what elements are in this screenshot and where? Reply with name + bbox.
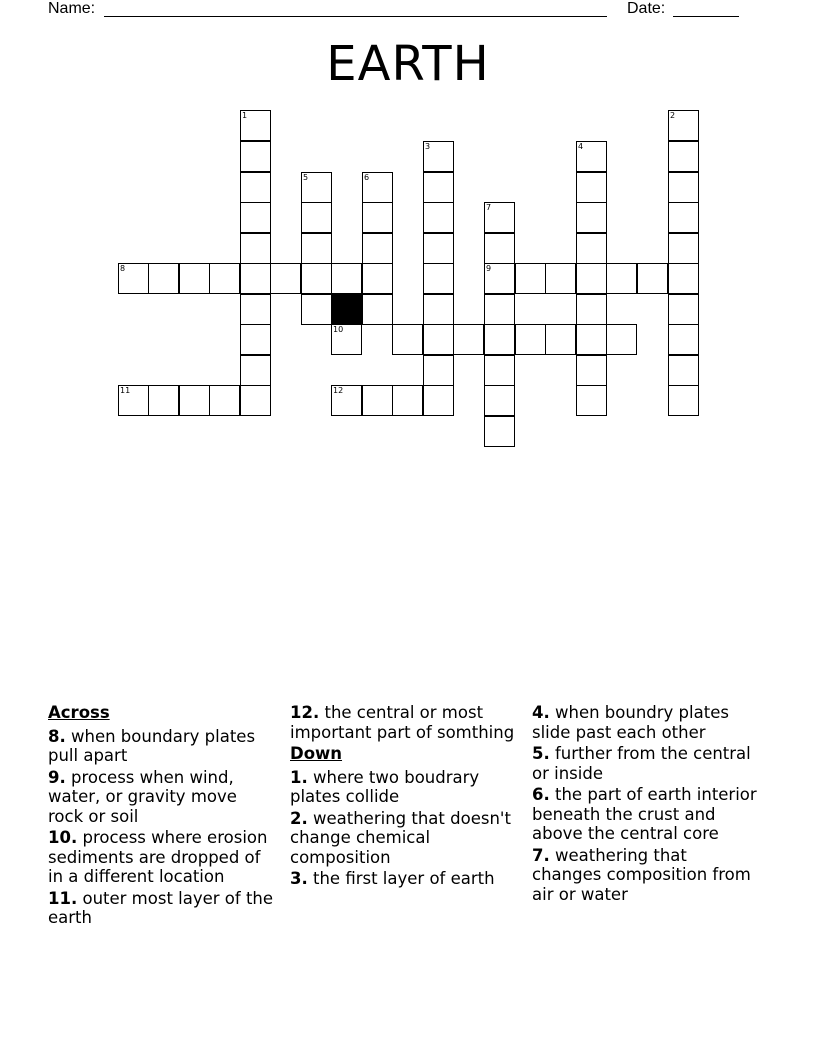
clue-number-label: 8 — [120, 264, 126, 273]
grid-cell[interactable] — [301, 233, 332, 264]
clue-number-label: 9 — [486, 264, 492, 273]
grid-cell[interactable] — [668, 294, 699, 325]
grid-cell[interactable] — [668, 385, 699, 416]
grid-cell[interactable] — [240, 294, 271, 325]
clue-down-3: 3. the first layer of earth — [290, 869, 495, 888]
grid-cell[interactable] — [209, 385, 240, 416]
grid-cell[interactable] — [484, 233, 515, 264]
grid-cell[interactable] — [453, 324, 484, 355]
clue-number-label: 4 — [578, 142, 584, 151]
across-heading: Across — [48, 703, 110, 722]
grid-cell[interactable] — [301, 263, 332, 294]
grid-cell[interactable] — [484, 416, 515, 447]
grid-cell[interactable] — [515, 263, 546, 294]
grid-cell[interactable] — [484, 294, 515, 325]
grid-cell[interactable] — [668, 263, 699, 294]
clue-number-label: 6 — [364, 173, 370, 182]
clue-down-5: 5. further from the central or inside — [532, 744, 751, 783]
grid-cell[interactable] — [179, 385, 210, 416]
grid-cell[interactable] — [423, 294, 454, 325]
grid-cell[interactable] — [606, 324, 637, 355]
grid-cell[interactable] — [362, 233, 393, 264]
grid-cell[interactable] — [240, 233, 271, 264]
grid-cell[interactable] — [423, 324, 454, 355]
grid-cell[interactable] — [270, 263, 301, 294]
grid-cell[interactable] — [576, 172, 607, 203]
clue-column-2 — [290, 703, 518, 891]
grid-cell[interactable] — [362, 294, 393, 325]
grid-cell[interactable] — [392, 324, 423, 355]
clue-number-label: 7 — [486, 203, 492, 212]
grid-cell[interactable] — [423, 355, 454, 386]
clue-down-6: 6. the part of earth interior beneath the crust and above the central core — [532, 785, 757, 843]
grid-cell[interactable] — [668, 233, 699, 264]
grid-cell[interactable] — [637, 263, 668, 294]
grid-cell[interactable] — [179, 263, 210, 294]
grid-cell[interactable] — [545, 324, 576, 355]
clue-column-1 — [48, 703, 276, 930]
down-heading: Down — [290, 744, 343, 763]
grid-cell[interactable] — [484, 355, 515, 386]
clue-across-8: 8. when boundary plates pull apart — [48, 726, 256, 765]
grid-cell[interactable] — [576, 263, 607, 294]
grid-cell[interactable] — [331, 263, 362, 294]
clue-across-12: 12. the central or most important part of somthing — [290, 703, 515, 742]
grid-cell[interactable] — [148, 263, 179, 294]
clue-column-3 — [532, 703, 760, 906]
grid-cell[interactable] — [301, 202, 332, 233]
clue-down-4: 4. when boundry plates slide past each other — [532, 703, 729, 742]
page-title: EARTH — [326, 36, 490, 92]
clue-number-label: 10 — [333, 325, 344, 334]
grid-cell[interactable] — [423, 172, 454, 203]
grid-cell[interactable] — [576, 355, 607, 386]
grid-cell[interactable] — [484, 385, 515, 416]
grid-cell[interactable] — [423, 263, 454, 294]
grid-cell[interactable] — [576, 202, 607, 233]
grid-cell[interactable] — [668, 141, 699, 172]
grid-cell[interactable] — [240, 202, 271, 233]
grid-cell[interactable] — [423, 202, 454, 233]
grid-cell[interactable] — [362, 385, 393, 416]
grid-cell[interactable] — [668, 355, 699, 386]
grid-cell[interactable] — [484, 324, 515, 355]
grid-cell[interactable] — [515, 324, 546, 355]
grid-cell[interactable] — [209, 263, 240, 294]
grid-cell[interactable] — [240, 263, 271, 294]
grid-cell[interactable] — [606, 263, 637, 294]
clue-down-1: 1. where two boudrary plates collide — [290, 767, 480, 806]
clue-number-label: 5 — [303, 173, 309, 182]
clue-across-10: 10. process where erosion sediments are dropped of in a different location — [48, 828, 268, 886]
grid-cell[interactable] — [576, 324, 607, 355]
grid-cell-blocked — [331, 294, 362, 325]
grid-cell[interactable] — [545, 263, 576, 294]
clue-number-label: 12 — [333, 386, 344, 395]
grid-cell[interactable] — [362, 263, 393, 294]
clue-down-2: 2. weathering that doesn't change chemical composition — [290, 808, 511, 867]
grid-cell[interactable] — [240, 355, 271, 386]
grid-cell[interactable] — [362, 202, 393, 233]
grid-cell[interactable] — [576, 233, 607, 264]
grid-cell[interactable] — [576, 385, 607, 416]
clue-across-9: 9. process when wind, water, or gravity move rock or soil — [48, 767, 237, 826]
grid-cell[interactable] — [668, 324, 699, 355]
clue-number-label: 2 — [670, 111, 676, 120]
clue-number-label: 3 — [425, 142, 431, 151]
grid-cell[interactable] — [668, 202, 699, 233]
grid-cell[interactable] — [423, 385, 454, 416]
name-label: Name: — [48, 0, 96, 17]
grid-cell[interactable] — [301, 294, 332, 325]
grid-cell[interactable] — [240, 172, 271, 203]
grid-cell[interactable] — [240, 141, 271, 172]
grid-cell[interactable] — [240, 324, 271, 355]
grid-cell[interactable] — [423, 233, 454, 264]
grid-cell[interactable] — [240, 385, 271, 416]
clue-across-11: 11. outer most layer of the earth — [48, 888, 274, 927]
grid-cell[interactable] — [148, 385, 179, 416]
grid-cell[interactable] — [668, 172, 699, 203]
grid-cell[interactable] — [392, 385, 423, 416]
crossword-grid — [0, 0, 816, 460]
clue-number-label: 1 — [242, 111, 248, 120]
grid-cell[interactable] — [576, 294, 607, 325]
clue-number-label: 11 — [120, 386, 131, 395]
date-label: Date: — [627, 0, 666, 17]
clue-down-7: 7. weathering that changes composition from air or water — [532, 845, 751, 904]
